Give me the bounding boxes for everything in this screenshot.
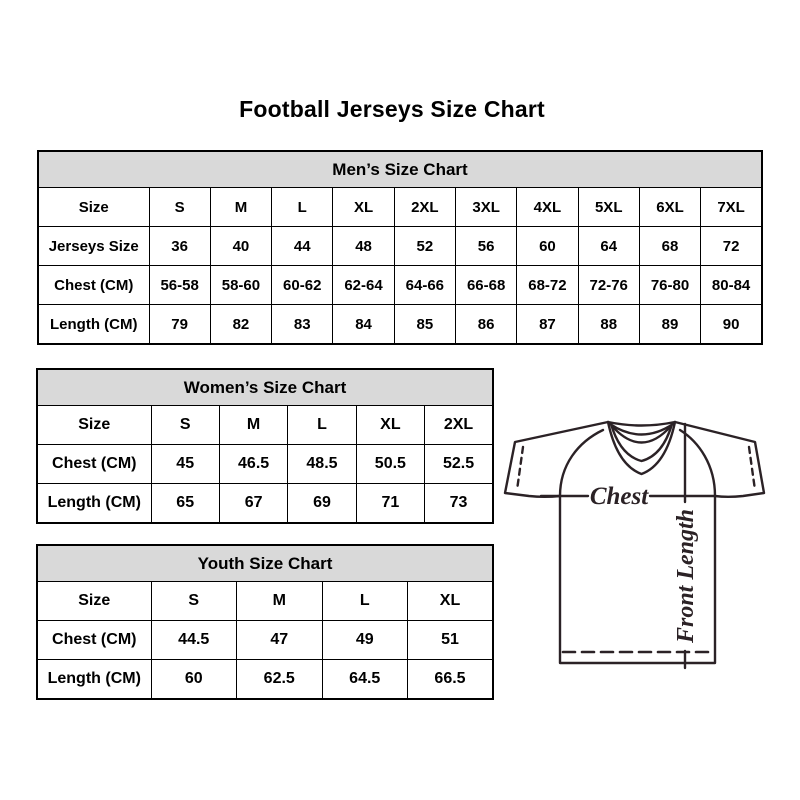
table-cell: 52.5 [425,445,493,484]
right-cuff-stitch-line [749,447,755,490]
chest-measure-label: Chest [589,483,649,510]
column-header: XL [356,406,424,445]
row-label: Chest (CM) [38,266,149,305]
table-cell: 66-68 [455,266,516,305]
table-cell: 44 [272,227,333,266]
column-header: L [272,188,333,227]
column-header: 6XL [639,188,700,227]
table-cell: 64.5 [322,660,408,700]
row-label: Length (CM) [37,484,151,524]
table-title: Youth Size Chart [37,545,493,582]
table-cell: 50.5 [356,445,424,484]
column-header: 2XL [425,406,493,445]
row-label: Size [37,582,151,621]
table-row [37,484,493,524]
collar-icon [608,422,675,474]
table-cell: 56 [455,227,516,266]
table-row [38,266,762,305]
table-cell: 47 [237,621,323,660]
front-length-measure-label: Front Length [673,508,699,644]
table-cell: 72 [701,227,762,266]
column-header: S [151,406,219,445]
column-header: M [219,406,287,445]
table-cell: 68 [639,227,700,266]
column-header: 3XL [455,188,516,227]
table-cell: 45 [151,445,219,484]
table-cell: 44.5 [151,621,237,660]
table-cell: 60-62 [272,266,333,305]
column-header: 2XL [394,188,455,227]
table-cell: 36 [149,227,210,266]
table-cell: 40 [210,227,271,266]
left-cuff-stitch-line [517,447,523,490]
table-cell: 80-84 [701,266,762,305]
table-title: Men’s Size Chart [38,151,762,188]
table-row [37,445,493,484]
row-label: Length (CM) [37,660,151,700]
row-label: Size [37,406,151,445]
womens-size-table [36,368,494,524]
table-cell: 65 [151,484,219,524]
table-cell: 79 [149,305,210,345]
row-label: Chest (CM) [37,445,151,484]
size-table [36,544,494,700]
table-cell: 84 [333,305,394,345]
size-table [37,150,763,345]
table-row [37,621,493,660]
table-row [38,305,762,345]
table-cell: 83 [272,305,333,345]
column-header: L [288,406,356,445]
row-label: Chest (CM) [37,621,151,660]
table-cell: 60 [517,227,578,266]
table-cell: 90 [701,305,762,345]
table-header-row [37,582,493,621]
table-cell: 82 [210,305,271,345]
table-cell: 64-66 [394,266,455,305]
youth-size-table [36,544,494,700]
table-row [37,660,493,700]
table-cell: 51 [408,621,494,660]
column-header: 7XL [701,188,762,227]
table-cell: 60 [151,660,237,700]
table-cell: 46.5 [219,445,287,484]
table-cell: 62.5 [237,660,323,700]
table-cell: 71 [356,484,424,524]
table-header-row [38,188,762,227]
table-cell: 58-60 [210,266,271,305]
table-cell: 48 [333,227,394,266]
row-label: Size [38,188,149,227]
table-cell: 64 [578,227,639,266]
table-cell: 88 [578,305,639,345]
column-header: L [322,582,408,621]
page-title: Football Jerseys Size Chart [239,96,545,122]
column-header: S [149,188,210,227]
mens-size-table [37,150,763,345]
column-header: S [151,582,237,621]
table-cell: 86 [455,305,516,345]
table-cell: 48.5 [288,445,356,484]
table-cell: 56-58 [149,266,210,305]
table-title: Women’s Size Chart [37,369,493,406]
table-cell: 52 [394,227,455,266]
column-header: XL [408,582,494,621]
column-header: XL [333,188,394,227]
row-label: Jerseys Size [38,227,149,266]
table-cell: 89 [639,305,700,345]
column-header: M [237,582,323,621]
table-cell: 72-76 [578,266,639,305]
table-cell: 76-80 [639,266,700,305]
table-cell: 85 [394,305,455,345]
table-row [38,227,762,266]
row-label: Length (CM) [38,305,149,345]
table-cell: 69 [288,484,356,524]
table-cell: 67 [219,484,287,524]
table-cell: 68-72 [517,266,578,305]
column-header: 5XL [578,188,639,227]
table-cell: 62-64 [333,266,394,305]
column-header: M [210,188,271,227]
table-cell: 66.5 [408,660,494,700]
table-cell: 49 [322,621,408,660]
jersey-measurement-diagram [503,417,769,671]
column-header: 4XL [517,188,578,227]
table-cell: 87 [517,305,578,345]
table-header-row [37,406,493,445]
size-table [36,368,494,524]
table-cell: 73 [425,484,493,524]
